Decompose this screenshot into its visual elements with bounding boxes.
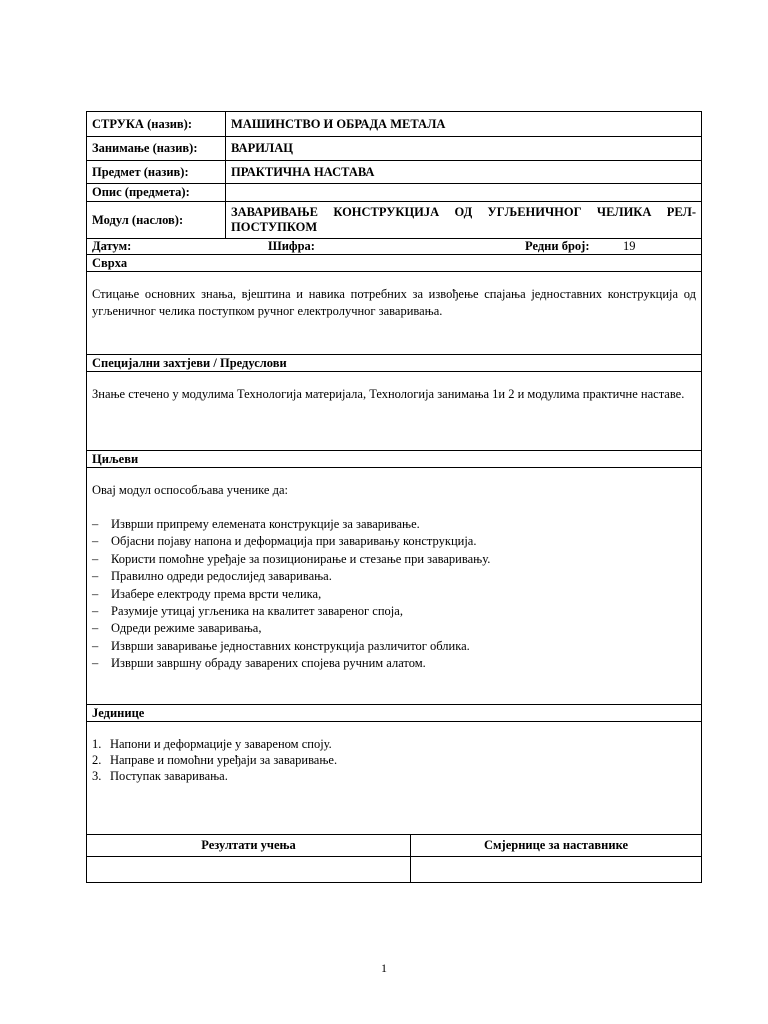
ciljevi-item-text: Изврши завршну обраду заварених спојева ручним алатом. xyxy=(111,656,426,671)
ciljevi-list xyxy=(92,516,696,673)
datum-cell xyxy=(87,239,702,255)
guidelines-cell xyxy=(411,857,702,883)
ciljevi-title: Циљеви xyxy=(87,451,702,468)
list-item xyxy=(92,620,696,637)
item-number: 1. xyxy=(92,737,102,751)
list-item xyxy=(92,516,696,533)
dash-bullet: – xyxy=(92,534,99,549)
zanimanje-label: Занимање (назив): xyxy=(87,137,226,161)
row-modul xyxy=(87,202,702,239)
ciljevi-item-text: Разумије утицај угљеника на квалитет завареног споја, xyxy=(111,604,403,619)
row-predmet xyxy=(87,161,702,184)
specijalni-text: Знање стечено у модулима Технологија материјала, Технологија занимања 1и 2 и модулима практичне наставе. xyxy=(92,387,685,401)
ciljevi-item-text: Правилно одреди редослијед заваривања. xyxy=(111,569,332,584)
struka-value: МАШИНСТВО И ОБРАДА МЕТАЛА xyxy=(226,112,702,137)
jedinice-title: Јединице xyxy=(87,705,702,722)
specijalni-body xyxy=(87,372,702,451)
dash-bullet: – xyxy=(92,569,99,584)
ciljevi-item-text: Изврши заваривање једноставних конструкција различитог облика. xyxy=(111,638,470,653)
dash-bullet: – xyxy=(92,638,99,653)
dash-bullet: – xyxy=(92,517,99,531)
list-item xyxy=(92,752,696,768)
item-number: 2. xyxy=(92,753,102,767)
predmet-label: Предмет (назив): xyxy=(87,161,226,184)
row-jedinice-title xyxy=(87,705,702,722)
ciljevi-intro: Овај модул оспособљава ученике да: xyxy=(92,483,288,497)
results-cell xyxy=(87,857,411,883)
dash-bullet: – xyxy=(92,621,99,636)
row-opis xyxy=(87,184,702,202)
specijalni-title: Специјални захтјеви / Предуслови xyxy=(87,355,702,372)
list-item xyxy=(92,568,696,585)
list-item xyxy=(92,586,696,603)
ciljevi-item-text: Одреди режиме заваривања, xyxy=(111,621,262,636)
list-item xyxy=(92,603,696,620)
modul-label: Модул (наслов): xyxy=(87,202,226,239)
list-item xyxy=(92,638,696,655)
item-number: 3. xyxy=(92,769,102,783)
row-struka xyxy=(87,112,702,137)
svrha-text: Стицање основних знања, вјештина и навика потребних за извођење спајања једноставних конструкција од угљеничног челика поступком ручног електролучног заваривања. xyxy=(92,287,697,318)
redni-broj-value: 19 xyxy=(623,239,636,253)
redni-broj-label: Редни број: xyxy=(525,239,590,253)
jedinice-item-text: Поступак заваривања. xyxy=(110,769,228,783)
list-item xyxy=(92,551,696,568)
dash-bullet: – xyxy=(92,551,99,566)
svrha-body xyxy=(87,272,702,355)
zanimanje-value: ВАРИЛАЦ xyxy=(226,137,702,161)
row-ciljevi-body xyxy=(87,468,702,705)
ciljevi-item-text: Изврши припрему елемената конструкције за заваривање. xyxy=(111,517,420,531)
list-item xyxy=(92,736,696,752)
module-table xyxy=(86,111,702,883)
jedinice-list xyxy=(92,736,696,784)
datum-label: Датум: xyxy=(92,239,132,253)
row-zanimanje xyxy=(87,137,702,161)
dash-bullet: – xyxy=(92,656,99,671)
row-results-empty xyxy=(87,857,702,883)
jedinice-item-text: Напони и деформације у завареном споју. xyxy=(110,737,332,751)
predmet-value: ПРАКТИЧНА НАСТАВА xyxy=(226,161,702,184)
row-datum xyxy=(87,239,702,255)
ciljevi-item-text: Изабере електроду према врсти челика, xyxy=(111,586,322,601)
ciljevi-body xyxy=(87,468,702,705)
ciljevi-item-text: Објасни појаву напона и деформација при заваривању конструкција. xyxy=(111,534,477,549)
row-specijalni-title xyxy=(87,355,702,372)
row-svrha-body xyxy=(87,272,702,355)
opis-label: Опис (предмета): xyxy=(87,184,226,202)
list-item xyxy=(92,655,696,672)
jedinice-item-text: Направе и помоћни уређаји за заваривање. xyxy=(110,753,338,767)
sifra-label: Шифра: xyxy=(268,239,315,253)
guidelines-header: Смјернице за наставнике xyxy=(411,835,702,857)
dash-bullet: – xyxy=(92,604,99,619)
jedinice-body xyxy=(87,722,702,835)
list-item xyxy=(92,533,696,550)
row-jedinice-body xyxy=(87,722,702,835)
modul-value: ЗАВАРИВАЊЕ КОНСТРУКЦИЈА ОД УГЉЕНИЧНОГ ЧЕЛИКА РЕЛ-ПОСТУПКОМ xyxy=(226,202,702,239)
opis-value xyxy=(226,184,702,202)
ciljevi-item-text: Користи помоћне уређаје за позиционирање и стезање при заваривању. xyxy=(111,551,491,566)
dash-bullet: – xyxy=(92,586,99,601)
row-svrha-title xyxy=(87,255,702,272)
struka-label: СТРУКА (назив): xyxy=(87,112,226,137)
row-results-header xyxy=(87,835,702,857)
svrha-title: Сврха xyxy=(87,255,702,272)
row-ciljevi-title xyxy=(87,451,702,468)
page-number: 1 xyxy=(381,961,387,975)
row-specijalni-body xyxy=(87,372,702,451)
list-item xyxy=(92,768,696,784)
results-header: Резултати учења xyxy=(87,835,411,857)
